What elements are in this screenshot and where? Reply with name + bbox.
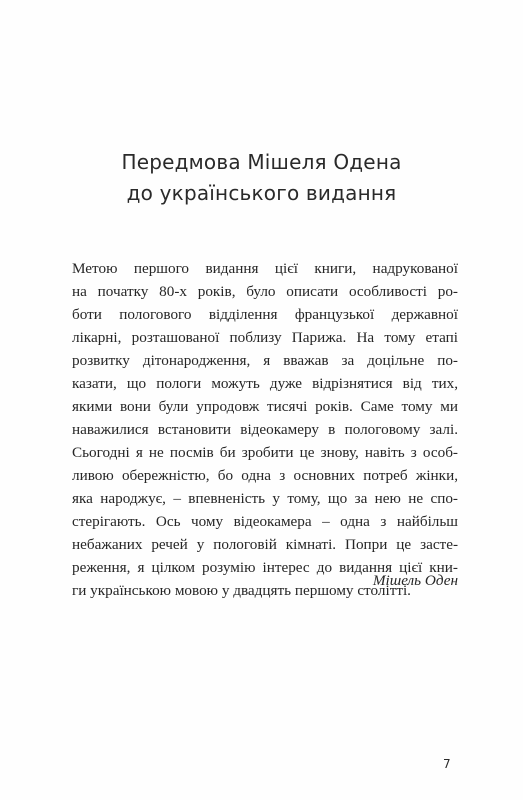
body-line: Метою першого видання цієї книги, надрукованої <box>72 260 458 277</box>
body-line: ги українською мовою у двадцять першому столітті. <box>72 582 411 599</box>
body-line: лікарні, розташованої поблизу Парижа. На тому етапі <box>72 329 458 346</box>
body-line: на початку 80-х років, було описати особливості ро- <box>72 283 458 300</box>
body-line: стерігають. Ось чому відеокамера – одна з найбільш <box>72 513 458 530</box>
body-line: ливою обережністю, бо одна з основних потреб жінки, <box>72 467 458 484</box>
author-signature: Мішель Оден <box>372 572 458 589</box>
body-line: небажаних речей у пологовій кімнаті. Попри це засте- <box>72 536 458 553</box>
page-title-line-1: Передмова Мішеля Одена <box>121 150 402 174</box>
body-line: розвитку дітонародження, я вважав за доцільне по- <box>72 352 458 369</box>
page-number: 7 <box>443 757 451 771</box>
body-line: Сьогодні я не посмів би зробити це знову, навіть з особ- <box>72 444 458 461</box>
body-line: реження, я цілком розумію інтерес до видання цієї кни- <box>72 559 458 576</box>
page-title-line-2: до українського видання <box>126 181 397 205</box>
body-line: боти пологового відділення французької державної <box>72 306 458 323</box>
body-text <box>72 257 458 602</box>
body-line: якими вони були упродовж тисячі років. Саме тому ми <box>72 398 458 415</box>
body-line: яка народжує, – впевненість у тому, що за нею не спо- <box>72 490 458 507</box>
body-line: казати, що пологи можуть дуже відрізнятися від тих, <box>72 375 458 392</box>
body-line: наважилися встановити відеокамеру в пологовому залі. <box>72 421 458 438</box>
